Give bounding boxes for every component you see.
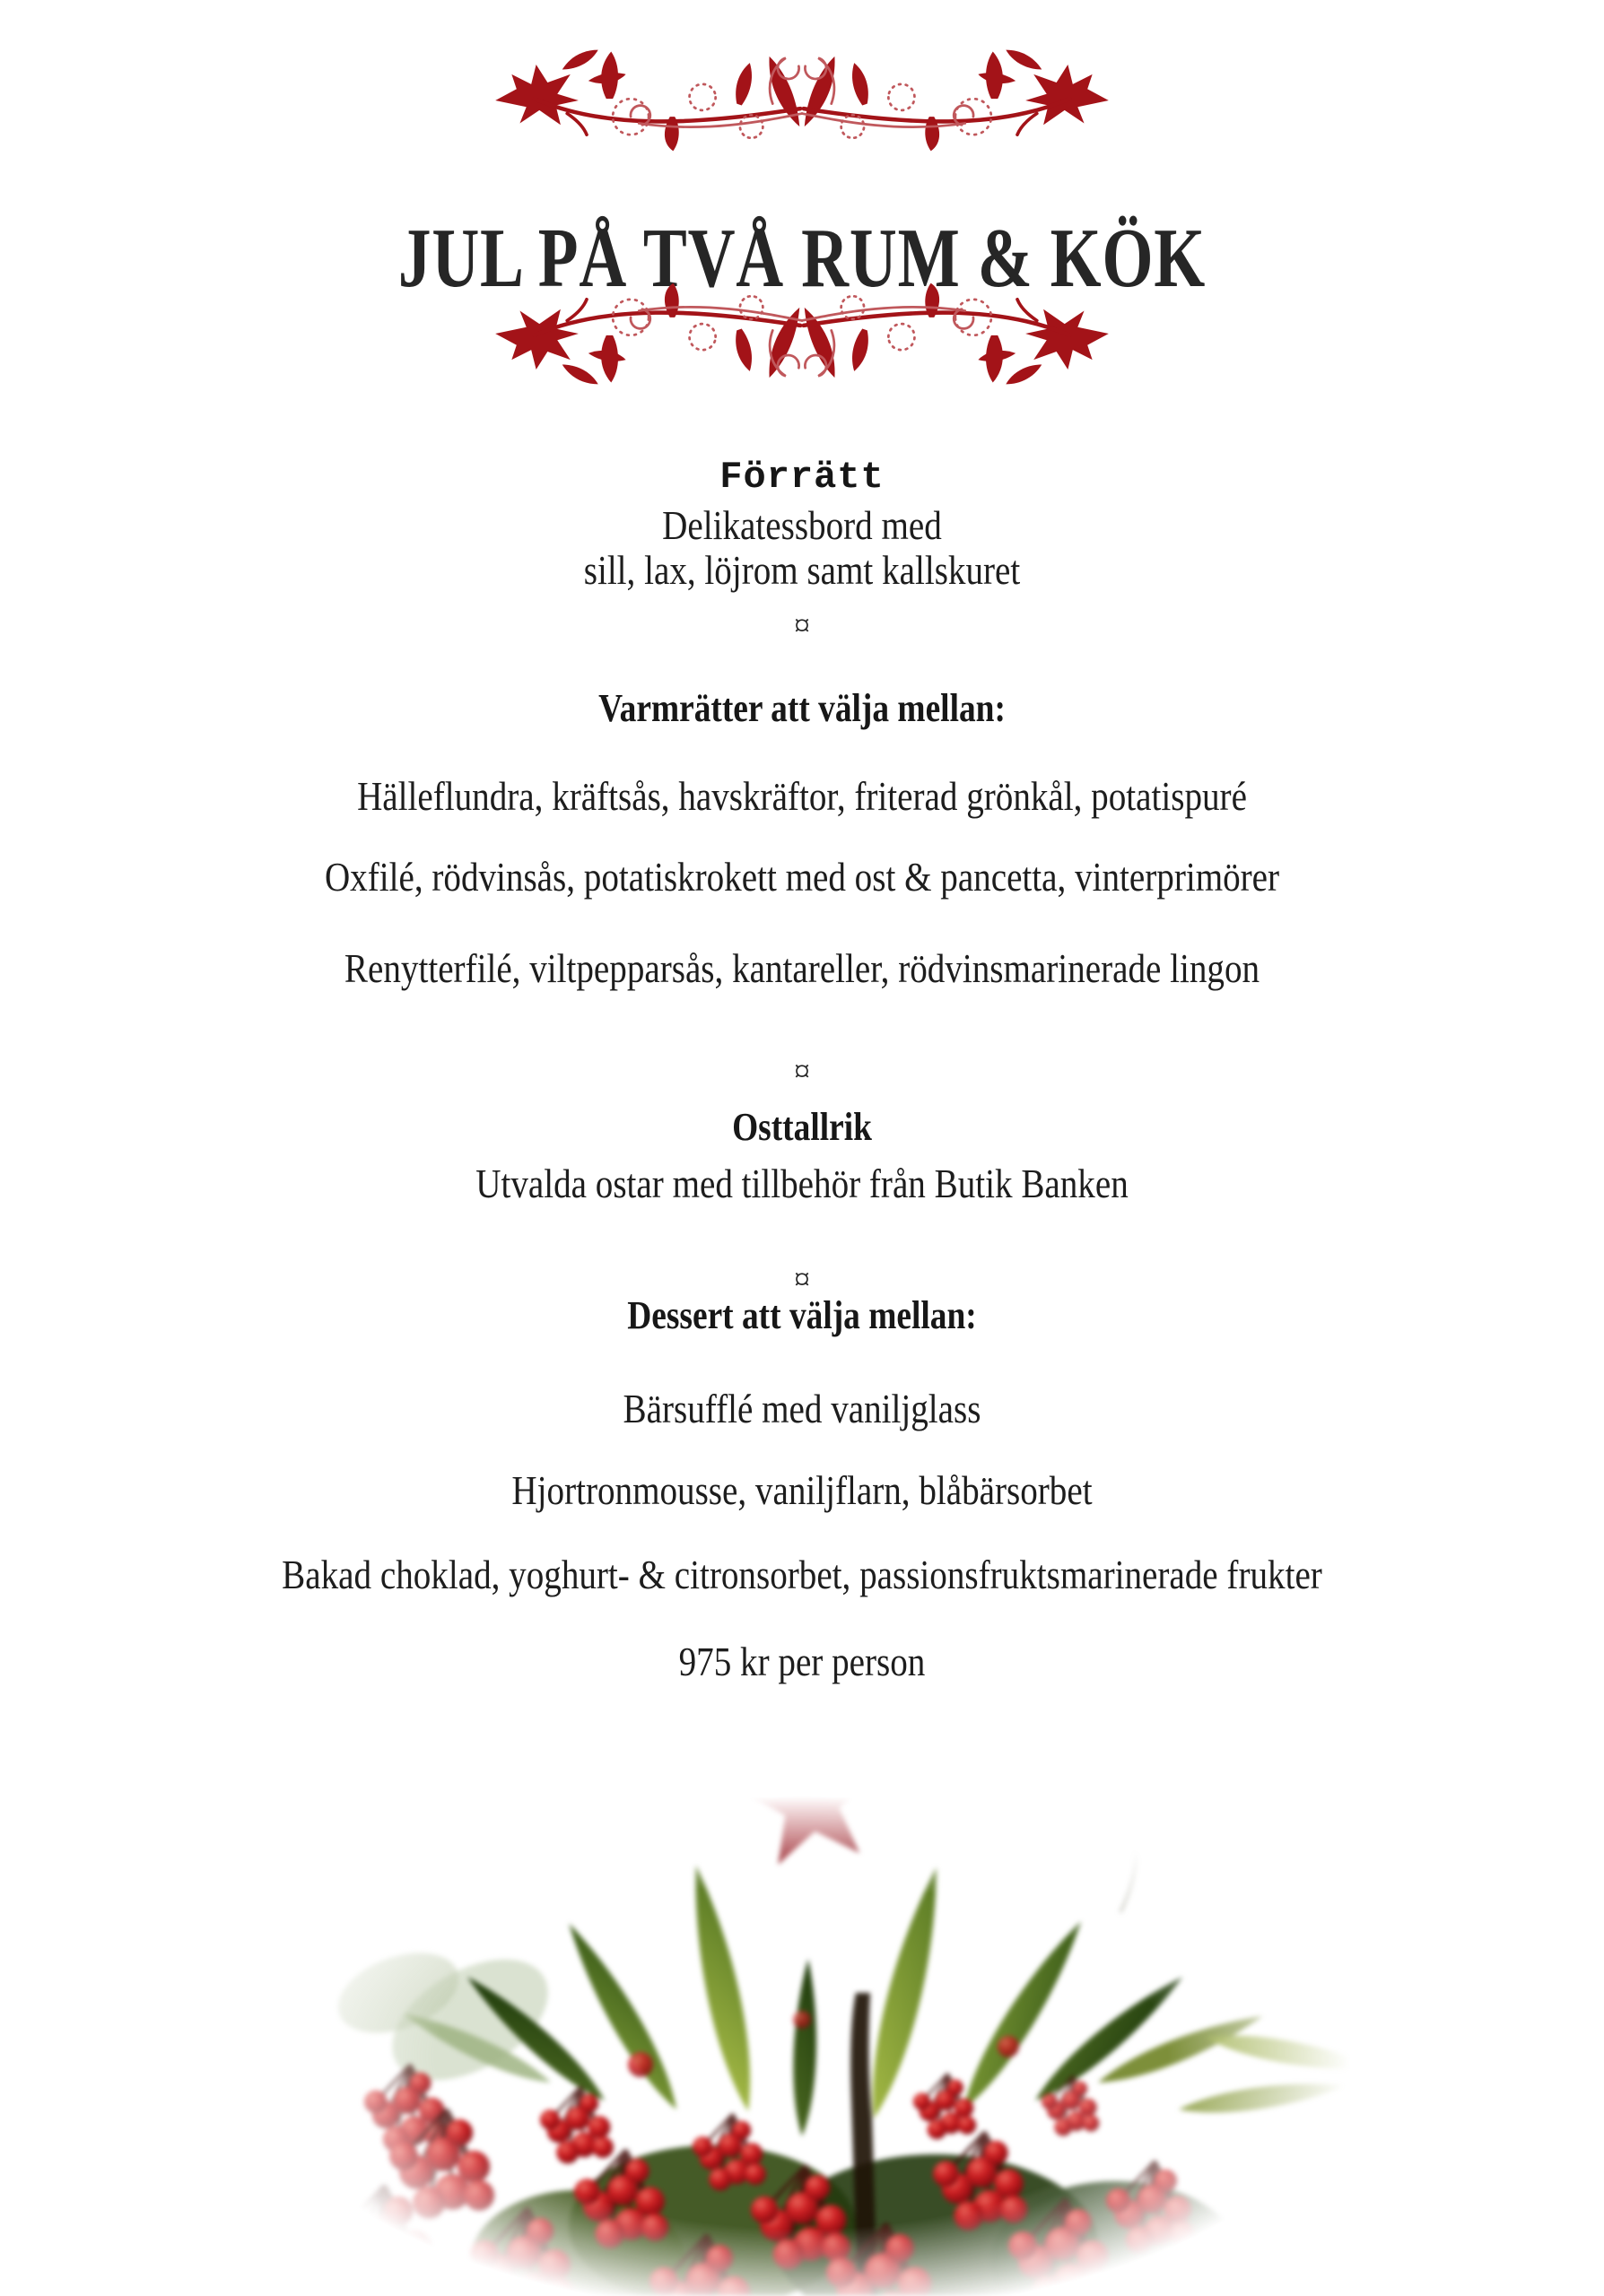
forratt-line: Delikatessbord med [662, 502, 942, 548]
flourish-ornament-top [477, 47, 1127, 154]
section-heading-osttallrik: Osttallrik [732, 1105, 872, 1149]
menu-item: Renytterfilé, viltpepparsås, kantareller, rödvinsmarinerade lingon [344, 945, 1260, 991]
section-heading-varmratter: Varmrätter att välja mellan: [598, 686, 1006, 730]
flourish-ornament-bottom [477, 280, 1127, 387]
menu-item: Hälleflundra, kräftsås, havskräftor, friterad grönkål, potatispuré [357, 773, 1247, 819]
menu-price: 975 kr per person [678, 1639, 926, 1684]
star-icon [736, 1724, 885, 1867]
menu-item: Hjortronmousse, vaniljflarn, blåbärsorbet [511, 1467, 1093, 1513]
section-divider: ¤ [794, 607, 810, 643]
section-divider: ¤ [794, 1261, 810, 1297]
forratt-line: sill, lax, löjrom samt kallskuret [583, 547, 1021, 593]
menu-item: Oxfilé, rödvinsås, potatiskrokett med ost & pancetta, vinterprimörer [324, 854, 1280, 900]
footer-photo-berry-plant [174, 1724, 1430, 2296]
section-heading-forratt: Förrätt [719, 456, 885, 499]
restaurant-menu-title: JUL PÅ TVÅ RUM & KÖK [397, 211, 1207, 305]
section-heading-dessert: Dessert att välja mellan: [627, 1293, 977, 1337]
section-divider: ¤ [794, 1053, 810, 1089]
menu-item: Bärsufflé med vaniljglass [623, 1386, 981, 1431]
menu-item: Bakad choklad, yoghurt- & citronsorbet, passionsfruktsmarinerade frukter [282, 1552, 1322, 1597]
menu-item: Utvalda ostar med tillbehör från Butik Banken [475, 1161, 1129, 1206]
star-string [809, 1724, 813, 1740]
plant-leaves [327, 1805, 1383, 2296]
